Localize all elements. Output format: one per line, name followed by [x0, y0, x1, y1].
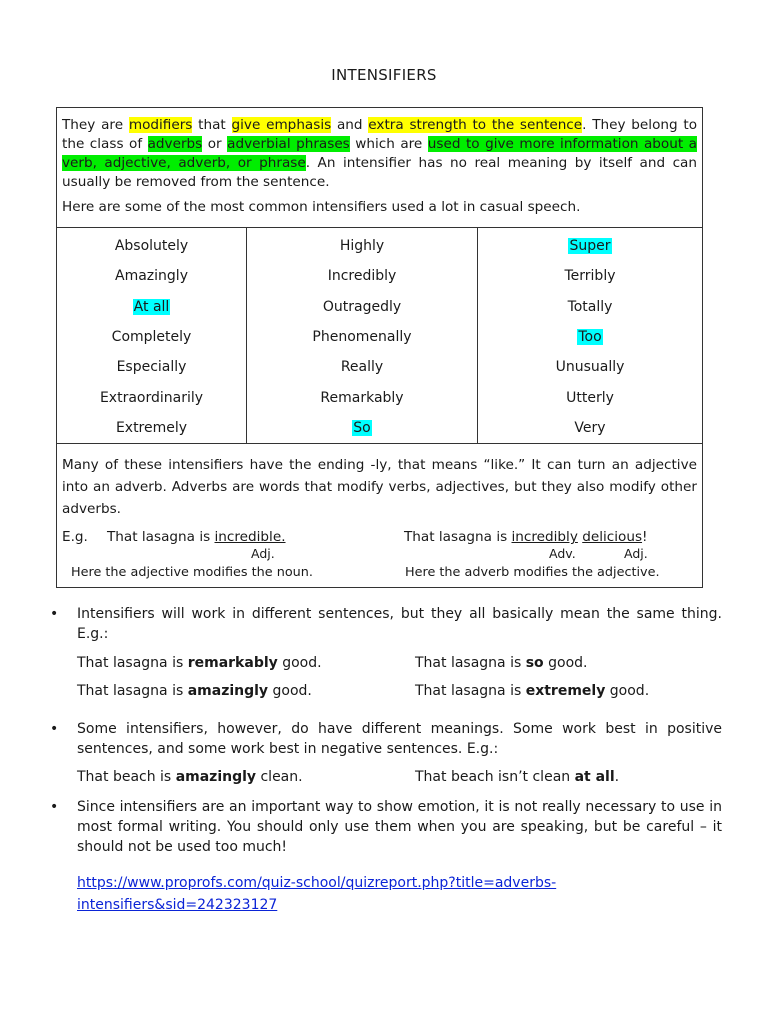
word-cell: [57, 389, 246, 408]
word-text: Completely: [111, 329, 192, 345]
intro-paragraph: [62, 116, 697, 192]
example-word-delicious: delicious: [582, 529, 643, 545]
example-text: That lasagna is: [404, 529, 512, 545]
intro-text: . They belong to the class of: [62, 117, 698, 152]
example-text: That beach isn’t clean: [415, 769, 575, 785]
highlight-extra-strength: extra strength to the sentence: [368, 117, 583, 133]
word-text: Extremely: [115, 420, 188, 436]
example-text: That lasagna is: [77, 655, 188, 671]
word-column-1: [57, 228, 247, 443]
intro-section: [57, 108, 702, 228]
word-text: Amazingly: [115, 268, 188, 284]
word-text: Absolutely: [114, 238, 189, 254]
example-bold-word: extremely: [525, 683, 606, 699]
word-text-highlighted: Too: [578, 329, 602, 345]
word-cell: [247, 358, 477, 377]
word-text: Incredibly: [327, 268, 397, 284]
word-column-2: [247, 228, 478, 443]
highlight-give-emphasis: give emphasis: [231, 117, 332, 133]
word-cell: [478, 298, 702, 317]
word-cell: [478, 328, 702, 347]
word-text: Utterly: [566, 390, 614, 406]
example-word-incredibly: incredibly: [511, 529, 578, 545]
tag-adv: Adv.: [549, 546, 576, 561]
word-column-3: [478, 228, 702, 443]
tag-adj: Adj.: [624, 546, 648, 561]
example-text: That lasagna is: [107, 529, 215, 545]
example-bold-word: amazingly: [175, 769, 257, 785]
example-text: good.: [543, 655, 588, 671]
example-row: [77, 766, 722, 788]
word-cell: [478, 358, 702, 377]
example-text: That lasagna is: [77, 683, 188, 699]
example-text: That lasagna is: [415, 655, 526, 671]
example-sentence: [415, 652, 587, 674]
word-cell: [57, 328, 246, 347]
example-bold-word: so: [525, 655, 544, 671]
note-adjective: Here the adjective modifies the noun.: [71, 565, 313, 580]
word-cell: [57, 358, 246, 377]
example-word-incredible: incredible.: [214, 529, 286, 545]
example-text: good.: [268, 683, 312, 699]
word-cell: [478, 419, 702, 438]
example-bold-word: amazingly: [187, 683, 269, 699]
intro-paragraph-2: Here are some of the most common intensifiers used a lot in casual speech.: [62, 199, 581, 215]
word-cell: [57, 298, 246, 317]
reference-link[interactable]: [77, 872, 637, 916]
example-text: That lasagna is: [415, 683, 526, 699]
ending-ly-section: [57, 444, 702, 588]
intro-text: They are: [62, 117, 129, 133]
word-cell: [57, 237, 246, 256]
word-cell: [247, 298, 477, 317]
word-text: Totally: [567, 299, 613, 315]
word-text-highlighted: At all: [133, 299, 170, 315]
note-adverb: Here the adverb modifies the adjective.: [405, 565, 660, 580]
example-row: [77, 652, 722, 674]
link-line-2[interactable]: intensifiers&sid=242323127: [77, 897, 278, 913]
bullet-text: Some intensifiers, however, do have different meanings. Some work best in positive sentences, and some work best in negative sentences. E.g.:: [77, 721, 722, 757]
example-sentence: [415, 680, 649, 702]
example-text: .: [614, 769, 620, 785]
intro-text: and: [331, 117, 369, 133]
highlight-used-to-give-info: used to give more information about a verb, adjective, adverb, or phrase: [62, 136, 698, 171]
bullet-text: Intensifiers will work in different sentences, but they all basically mean the same thing. E.g.:: [77, 606, 722, 642]
bullet-icon: •: [50, 606, 59, 622]
link-line-1[interactable]: https://www.proprofs.com/quiz-school/quizreport.php?title=adverbs-: [77, 875, 557, 891]
word-cell: [478, 267, 702, 286]
example-text: !: [642, 529, 648, 545]
word-text: Especially: [116, 359, 187, 375]
example-text: good.: [277, 655, 322, 671]
example-sentence: [77, 652, 322, 674]
word-cell: [247, 389, 477, 408]
word-cell: [247, 267, 477, 286]
tag-adj: Adj.: [251, 546, 275, 561]
bullet-text: Since intensifiers are an important way to show emotion, it is not really necessary to use in most formal writing. You should only use them when you are speaking, but be careful – it should not be used too much!: [77, 799, 722, 855]
example-text: That beach is: [77, 769, 176, 785]
highlight-adverbs: adverbs: [147, 136, 203, 152]
word-text: Highly: [339, 238, 385, 254]
word-text: Phenomenally: [312, 329, 412, 345]
example-bold-word: remarkably: [187, 655, 278, 671]
bullet-icon: •: [50, 799, 59, 815]
eg-label: E.g.: [62, 529, 88, 545]
intro-text: or: [202, 136, 228, 152]
bullet-icon: •: [50, 721, 59, 737]
ending-paragraph: Many of these intensifiers have the ending -ly, that means “like.” It can turn an adjective into an adverb. Adverbs are words that modify verbs, adjectives, but they also modify other adverbs.: [62, 457, 697, 517]
word-text: Terribly: [564, 268, 616, 284]
example-bold-word: at all: [574, 769, 615, 785]
intro-text: . An intensifier has no real meaning by itself and can usually be removed from the sentence.: [62, 155, 697, 190]
word-cell: [247, 237, 477, 256]
word-cell: [247, 328, 477, 347]
word-text-highlighted: Super: [569, 238, 611, 254]
example-text: good.: [605, 683, 650, 699]
intensifier-word-grid: [57, 228, 702, 444]
word-text: Unusually: [555, 359, 625, 375]
example-text: clean.: [256, 769, 303, 785]
example-adjective: [107, 529, 286, 546]
word-text-highlighted: So: [353, 420, 371, 436]
word-text: Extraordinarily: [99, 390, 204, 406]
page-title: INTENSIFIERS: [331, 66, 437, 84]
highlight-modifiers: modifiers: [128, 117, 193, 133]
example-sentence: [77, 766, 303, 788]
word-cell: [478, 237, 702, 256]
word-text: Remarkably: [320, 390, 404, 406]
word-cell: [478, 389, 702, 408]
word-cell: [57, 267, 246, 286]
word-text: Outragedly: [322, 299, 402, 315]
example-sentence: [415, 766, 619, 788]
example-row: [77, 680, 722, 702]
example-adverb: [404, 529, 647, 546]
intensifiers-table: [56, 107, 703, 588]
word-cell: [57, 419, 246, 438]
example-sentence: [77, 680, 312, 702]
word-text: Very: [574, 420, 606, 436]
intro-text: which are: [349, 136, 428, 152]
highlight-adverbial-phrases: adverbial phrases: [227, 136, 350, 152]
word-cell: [247, 419, 477, 438]
word-text: Really: [340, 359, 384, 375]
intro-text: that: [192, 117, 232, 133]
